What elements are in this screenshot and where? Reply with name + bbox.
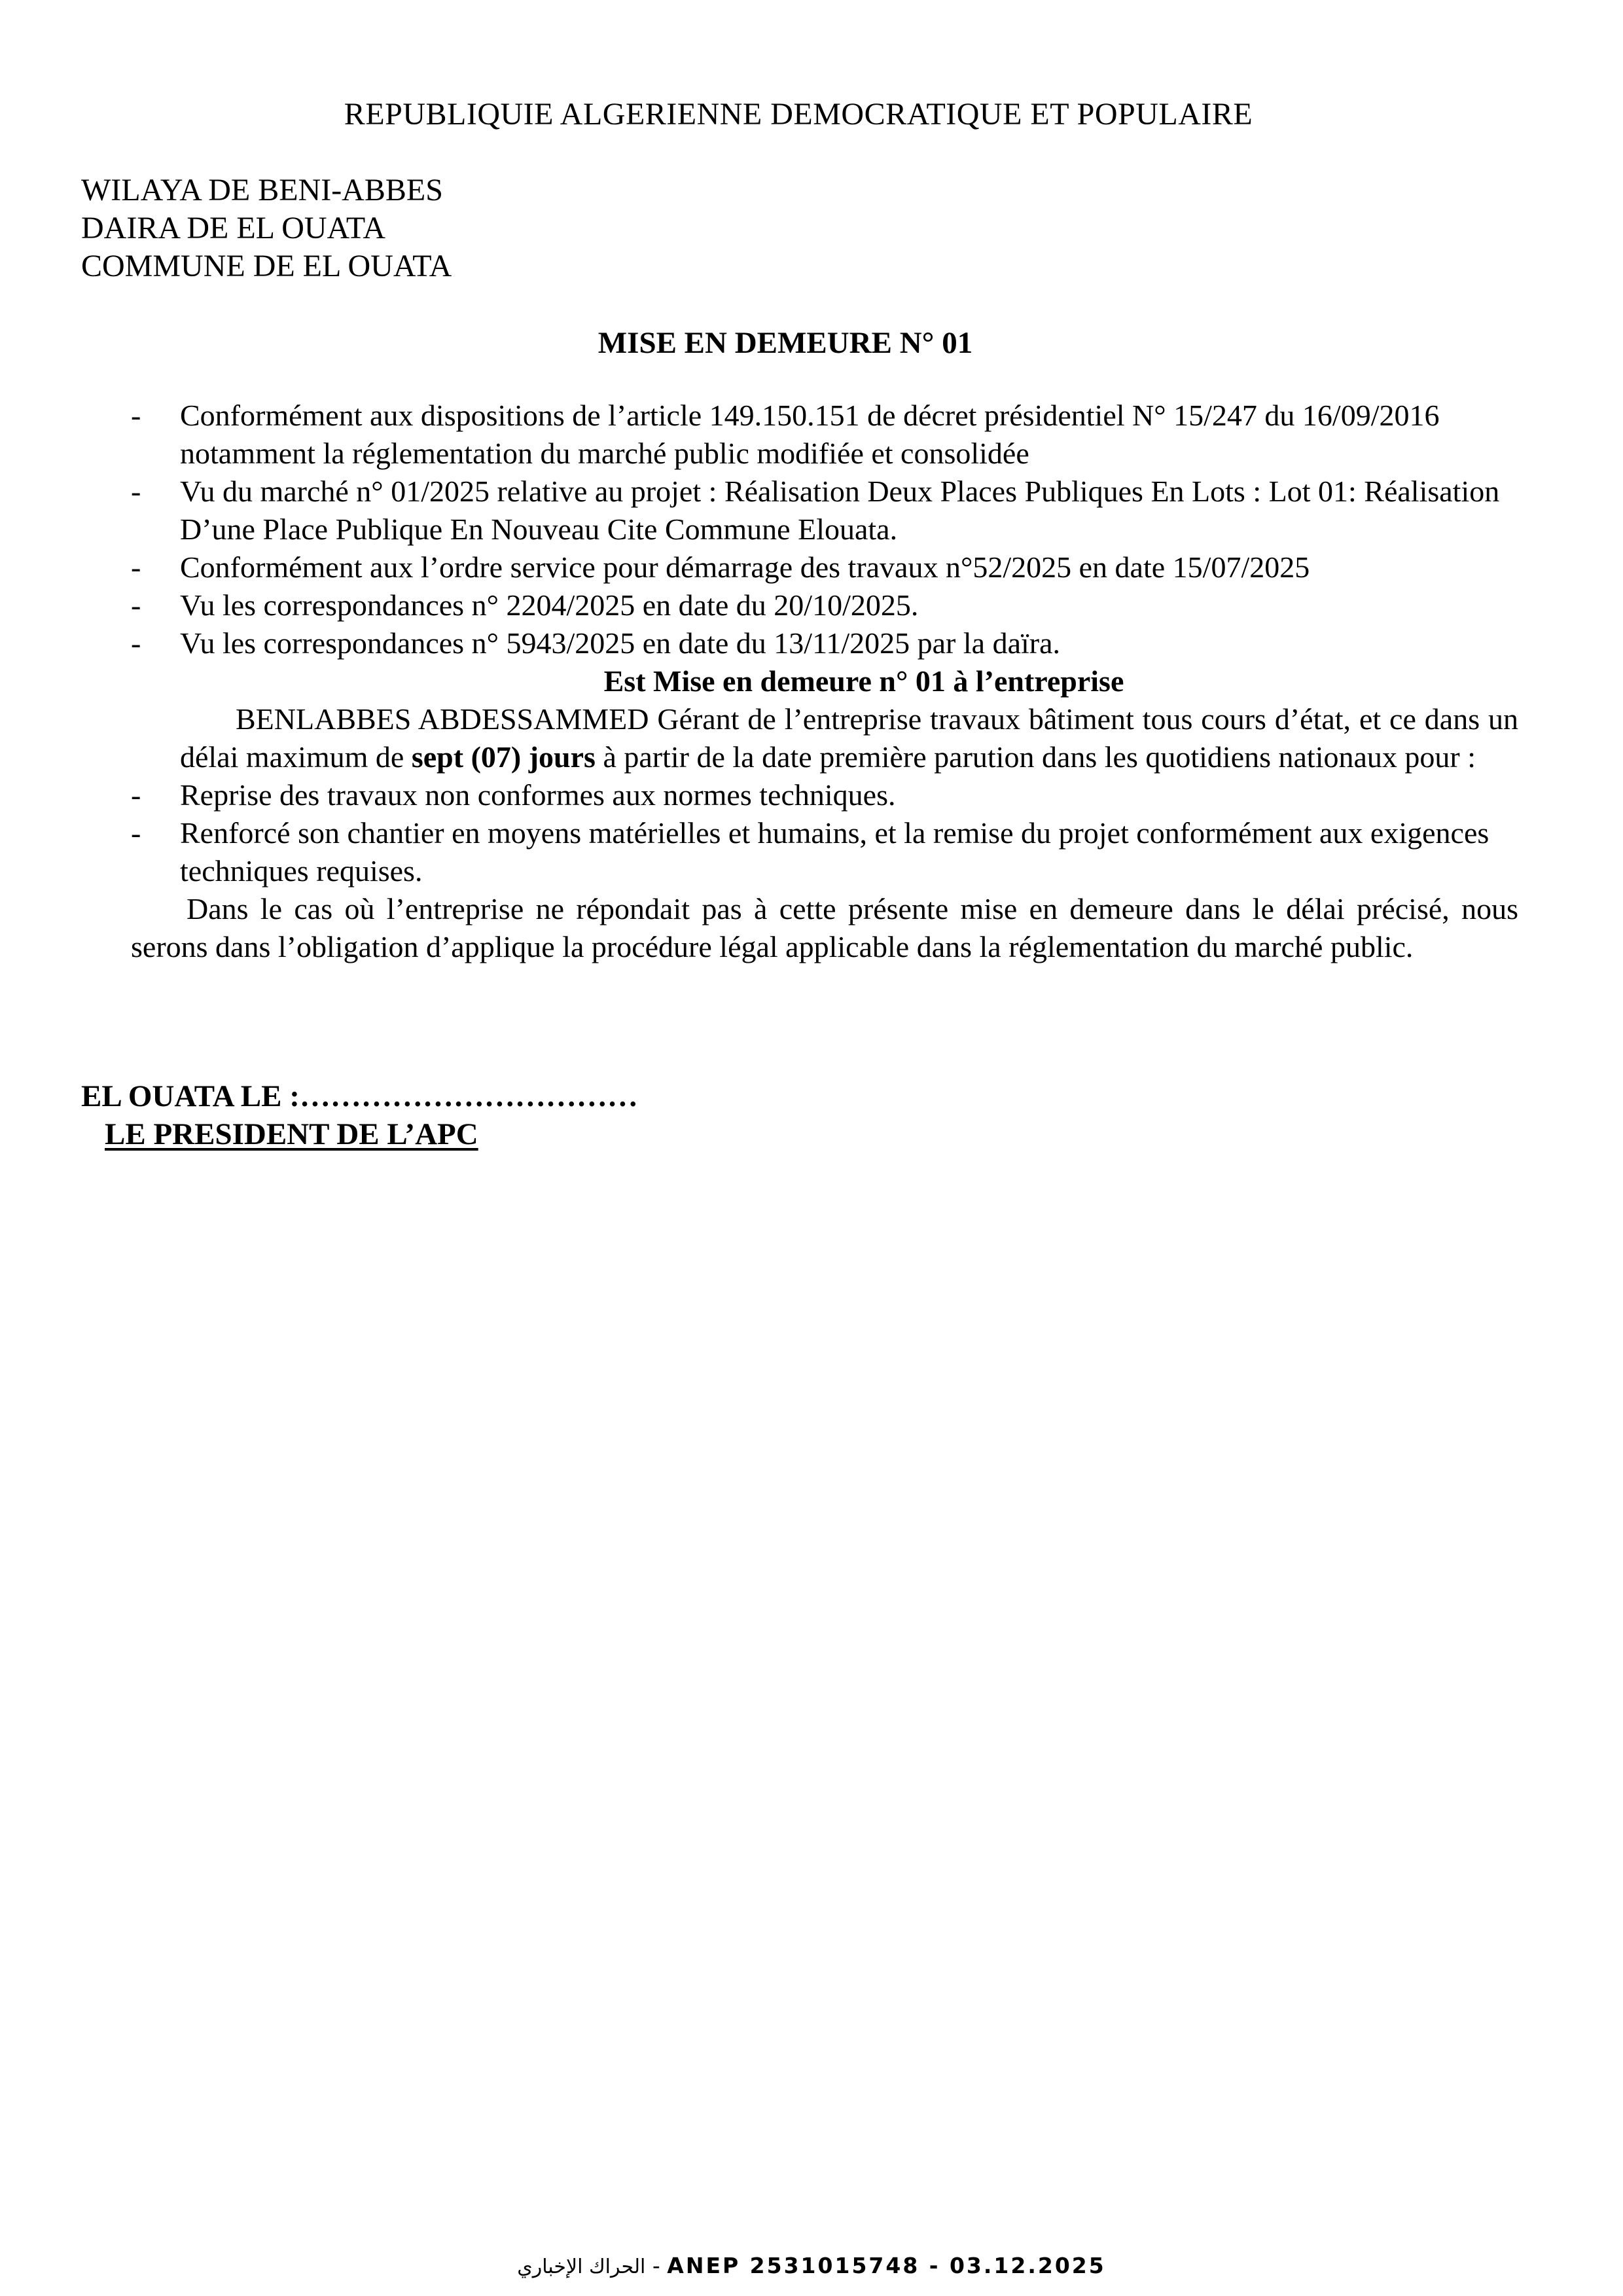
bullet-text: Vu les correspondances n° 2204/2025 en date du 20/10/2025. — [180, 588, 919, 622]
bullet-item — [131, 814, 1518, 890]
bullet-text: Vu du marché n° 01/2025 relative au projet : Réalisation Deux Places Publiques En Lots : Lot 01: Réalisation D’une Place Publique En Nouveau Cite Commune Elouata. — [180, 475, 1500, 546]
bullet-dash: - — [131, 588, 141, 622]
footer-reference: ANEP 2531015748 - 03.12.2025 — [667, 2253, 1106, 2278]
bullet-text: Conformément aux l’ordre service pour démarrage des travaux n°52/2025 en date 15/07/2025 — [180, 550, 1310, 584]
bullet-text: Reprise des travaux non conformes aux normes techniques. — [180, 778, 896, 812]
republic-header: REPUBLIQUIE ALGERIENNE DEMOCRATIQUE ET POPULAIRE — [344, 97, 1253, 132]
footer-separator: - — [645, 2253, 668, 2278]
bullet-text: Vu les correspondances n° 5943/2025 en date du 13/11/2025 par la daïra. — [180, 626, 1061, 660]
notice-text-start: BENLABBES ABDESSAMMED Gérant de l’entreprise travaux bâtiment tous cours d’état, et ce dans un délai maximum de — [180, 702, 1518, 774]
daira-line: DAIRA DE EL OUATA — [81, 211, 385, 245]
closing-text: Dans le cas où l’entreprise ne répondait pas à cette présente mise en demeure dans le délai précisé, nous serons dans l’obligation d’applique la procédure légal applicable dans la réglementation du marché public. — [131, 892, 1518, 963]
bullet-item — [131, 473, 1518, 548]
commune-line: COMMUNE DE EL OUATA — [81, 249, 452, 283]
document-body — [131, 397, 1518, 966]
bullet-dash: - — [131, 816, 141, 850]
bullet-dash: - — [131, 475, 141, 508]
bullet-item — [131, 397, 1518, 473]
notice-subtitle: Est Mise en demeure n° 01 à l’entreprise — [603, 664, 1124, 698]
signature-date-line: EL OUATA LE :…………………………… — [81, 1079, 638, 1113]
bullet-item — [131, 586, 1518, 624]
bullet-dash: - — [131, 778, 141, 812]
bullet-text: Renforcé son chantier en moyens matérielles et humains, et la remise du projet conformément aux exigences techniques requises. — [180, 816, 1489, 888]
document-title: MISE EN DEMEURE N° 01 — [597, 326, 973, 360]
bullet-item — [131, 548, 1518, 586]
wilaya-line: WILAYA DE BENI-ABBES — [81, 173, 443, 207]
signature-title: LE PRESIDENT DE L’APC — [105, 1117, 478, 1151]
publication-footer — [0, 2253, 1623, 2278]
bullet-dash: - — [131, 626, 141, 660]
notice-deadline: sept (07) jours — [411, 740, 596, 774]
notice-paragraph — [131, 700, 1518, 776]
footer-publication: الحراك الإخباري — [517, 2255, 646, 2278]
administrative-header — [81, 171, 452, 285]
notice-text-end: à partir de la date première parution dans les quotidiens nationaux pour : — [595, 740, 1476, 774]
bullet-text: Conformément aux dispositions de l’article 149.150.151 de décret présidentiel N° 15/247 du 16/09/2016 notamment la réglementation du marché public modifiée et consolidée — [180, 399, 1440, 470]
bullet-item — [131, 776, 1518, 814]
bullet-dash: - — [131, 399, 141, 432]
closing-paragraph — [131, 890, 1518, 966]
bullet-dash: - — [131, 550, 141, 584]
bullet-item — [131, 624, 1518, 662]
